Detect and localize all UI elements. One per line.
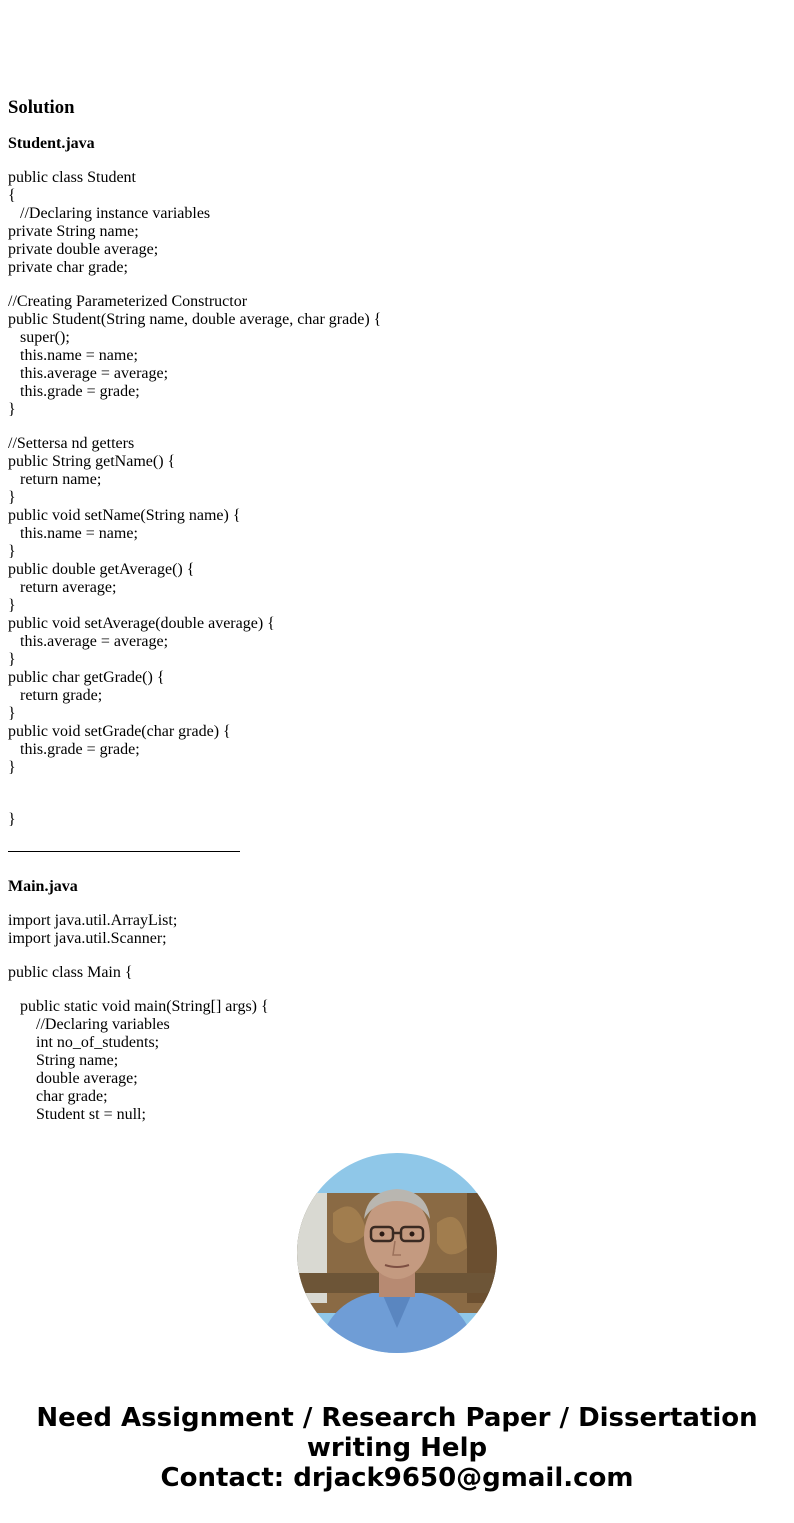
solution-heading: Solution [8, 97, 75, 118]
code-line: public Student(String name, double average, char grade) { [8, 311, 382, 328]
code-line: } [8, 705, 16, 722]
code-line: //Settersa nd getters [8, 435, 135, 452]
code-line [8, 793, 788, 811]
code-line: private double average; [8, 241, 159, 258]
code-line: } [8, 401, 16, 418]
code-line: String name; [8, 1052, 119, 1069]
code-line: public char getGrade() { [8, 669, 165, 686]
code-line: } [8, 597, 16, 614]
code-line: public void setGrade(char grade) { [8, 723, 231, 740]
code-spacer [8, 982, 788, 998]
code-line: return grade; [8, 687, 103, 704]
promo-banner [0, 1403, 794, 1493]
code-line: public void setAverage(double average) { [8, 615, 275, 632]
code-line: //Declaring instance variables [8, 205, 211, 222]
code-line: return average; [8, 579, 117, 596]
code-line: public double getAverage() { [8, 561, 195, 578]
promo-line: writing Help [306, 1433, 488, 1463]
code-spacer [8, 948, 788, 964]
code-line: public static void main(String[] args) { [8, 998, 269, 1015]
code-line: //Declaring variables [8, 1016, 170, 1033]
code-line: this.grade = grade; [8, 383, 140, 400]
code-spacer [8, 777, 788, 793]
student-file-title: Student.java [8, 135, 95, 152]
promo-line: Need Assignment / Research Paper / Dissertation [36, 1403, 758, 1433]
code-line: private String name; [8, 223, 139, 240]
code-spacer [8, 419, 788, 435]
code-line: this.average = average; [8, 633, 169, 650]
promo-contact: Contact: drjack9650@gmail.com [160, 1463, 634, 1493]
code-line: } [8, 811, 16, 828]
code-line: private char grade; [8, 259, 128, 276]
code-line: //Creating Parameterized Constructor [8, 293, 248, 310]
code-line: char grade; [8, 1088, 108, 1105]
main-code-block [8, 912, 788, 1124]
code-line: } [8, 759, 16, 776]
code-line: super(); [8, 329, 70, 346]
question-line [8, 56, 794, 60]
code-spacer [8, 277, 788, 293]
code-line: import java.util.Scanner; [8, 930, 167, 947]
code-line: import java.util.ArrayList; [8, 912, 178, 929]
code-line: this.grade = grade; [8, 741, 140, 758]
code-line: public String getName() { [8, 453, 176, 470]
question-text [8, 0, 794, 60]
code-line: public class Main { [8, 964, 133, 981]
code-line: { [8, 187, 16, 204]
main-file-title: Main.java [8, 878, 78, 895]
code-line: } [8, 651, 16, 668]
code-line: } [8, 489, 16, 506]
code-line: return name; [8, 471, 102, 488]
code-line: public void setName(String name) { [8, 507, 241, 524]
solution-content [8, 88, 788, 1124]
divider-line [8, 851, 240, 852]
code-line: double average; [8, 1070, 138, 1087]
code-line: Student st = null; [8, 1106, 146, 1123]
code-line: } [8, 543, 16, 560]
code-line: int no_of_students; [8, 1034, 160, 1051]
code-line: this.name = name; [8, 525, 138, 542]
code-line: this.average = average; [8, 365, 169, 382]
code-line: this.name = name; [8, 347, 138, 364]
student-code-block [8, 169, 788, 829]
code-line: public class Student [8, 169, 136, 186]
author-photo [297, 1153, 497, 1353]
